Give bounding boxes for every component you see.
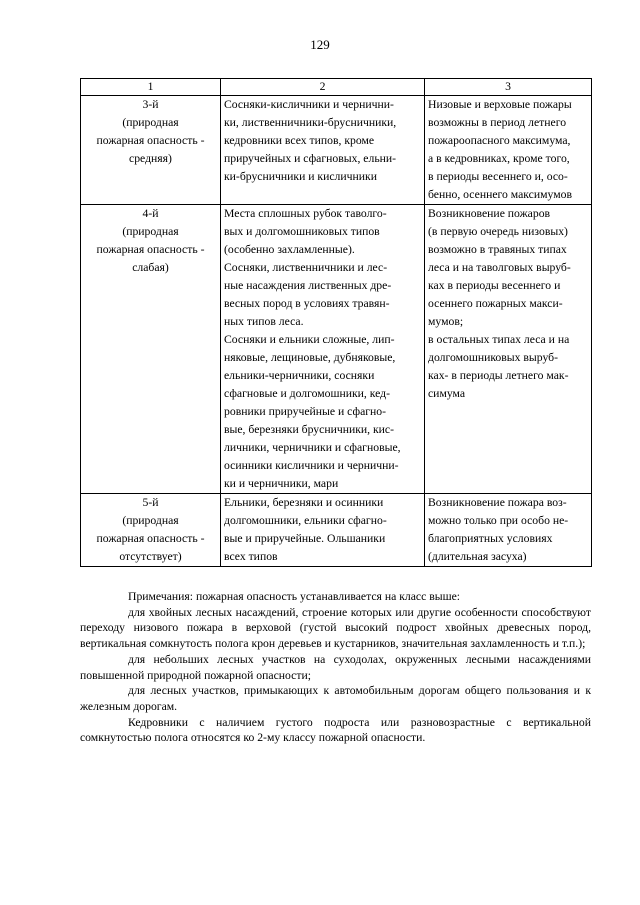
- cell-text-line: возможны в период летнего: [428, 116, 567, 129]
- cell-text-line: Возникновение пожара воз-: [428, 496, 567, 509]
- cell-text-line: пожарная опасность -: [96, 134, 205, 147]
- cell-text-line: (особенно захламленные).: [224, 243, 355, 256]
- cell-text-line: осеннего пожарных макси-: [428, 297, 563, 310]
- cell-text-line: отсутствует): [119, 550, 182, 563]
- cell-text-line: (природная: [122, 116, 179, 129]
- cell-text-line: можно только при особо не-: [428, 514, 569, 527]
- cell-text-line: вые, березняки брусничники, кис-: [224, 423, 395, 436]
- cell-text-line: (природная: [122, 514, 179, 527]
- cell-text-line: осинники кисличники и чернични-: [224, 459, 399, 472]
- table-row: [81, 96, 592, 205]
- table-body: [81, 96, 592, 567]
- column-header-3: 3: [425, 79, 592, 96]
- cell-text-line: ельники-черничники, сосняки: [224, 369, 375, 382]
- cell-text-line: кедровники всех типов, кроме: [224, 134, 375, 147]
- note-paragraph: для лесных участков, примыкающих к автомобильным дорогам общего пользования и к железным дорогам.: [80, 684, 591, 713]
- cell-text-line: сфагновые и долгомошники, кед-: [224, 387, 391, 400]
- cell-text-line: весных пород в условиях травян-: [224, 297, 390, 310]
- cell-text-line: 3-й: [142, 98, 159, 111]
- cell-text-line: вые и приручейные. Ольшаники: [224, 532, 386, 545]
- note-paragraph: Кедровники с наличием густого подроста или разновозрастные с вертикальной сомкнутостью полога относятся ко 2-му классу пожарной опасности.: [80, 715, 591, 745]
- cell-text-line: ки и черничники, мари: [224, 477, 339, 490]
- notes-section: [80, 589, 591, 746]
- cell-text-line: долгомошниковых выруб-: [428, 351, 558, 364]
- cell-text-line: Места сплошных рубок таволго-: [224, 207, 387, 220]
- cell-text-line: ных типов леса.: [224, 315, 304, 328]
- column-header-1: 1: [81, 79, 221, 96]
- class-cell: [81, 205, 221, 494]
- cell-text-line: ках в периоды весеннего и: [428, 279, 561, 292]
- cell-text-line: няковые, лещиновые, дубняковые,: [224, 351, 396, 364]
- cell-text-line: 5-й: [142, 496, 159, 509]
- cell-text-line: бенно, осеннего максимумов: [428, 188, 572, 201]
- cell-text-line: благоприятных условиях: [428, 532, 553, 545]
- cell-text-line: ные насаждения лиственных дре-: [224, 279, 392, 292]
- cell-text-line: (природная: [122, 225, 179, 238]
- cell-text-line: Сосняки и ельники сложные, лип-: [224, 333, 395, 346]
- cell-text-line: ки-брусничники и кисличники: [224, 170, 377, 183]
- cell-text-line: Низовые и верховые пожары: [428, 98, 572, 111]
- cell-text-line: (длительная засуха): [428, 550, 527, 563]
- cell-text-line: Сосняки, лиственничники и лес-: [224, 261, 388, 274]
- table-row: [81, 205, 592, 494]
- cell-text-line: слабая): [132, 261, 169, 274]
- note-paragraph: для небольших лесных участков на суходолах, окруженных лесными насаждениями повышенной природной пожарной опасности;: [80, 652, 591, 682]
- cell-text-line: средняя): [129, 152, 172, 165]
- class-cell: [81, 96, 221, 205]
- cell-text-line: в остальных типах леса и на: [428, 333, 570, 346]
- cell-text-line: 4-й: [142, 207, 159, 220]
- table-row: [81, 494, 592, 567]
- column-header-2: 2: [221, 79, 425, 96]
- cell-text-line: приручейных и сфагновых, ельни-: [224, 152, 397, 165]
- forest-types-cell: [221, 96, 425, 205]
- page-number: 129: [310, 37, 330, 52]
- cell-text-line: леса и на таволговых выруб-: [428, 261, 571, 274]
- cell-text-line: (в первую очередь низовых): [428, 225, 568, 238]
- cell-text-line: ках- в периоды летнего мак-: [428, 369, 569, 382]
- cell-text-line: ки, лиственничники-брусничники,: [224, 116, 397, 129]
- cell-text-line: пожарная опасность -: [96, 243, 205, 256]
- fire-conditions-cell: [425, 205, 592, 494]
- cell-text-line: долгомошники, ельники сфагно-: [224, 514, 387, 527]
- fire-conditions-cell: [425, 494, 592, 567]
- notes-heading: Примечания: пожарная опасность устанавливается на класс выше:: [128, 590, 461, 603]
- cell-text-line: вых и долгомошниковых типов: [224, 225, 380, 238]
- cell-text-line: личники, черничники и сфагновые,: [224, 441, 401, 454]
- cell-text-line: пожароопасного максимума,: [428, 134, 571, 147]
- cell-text-line: а в кедровниках, кроме того,: [428, 152, 570, 165]
- cell-text-line: пожарная опасность -: [96, 532, 205, 545]
- fire-danger-table: [80, 78, 592, 567]
- cell-text-line: возможно в травяных типах: [428, 243, 567, 256]
- fire-conditions-cell: [425, 96, 592, 205]
- cell-text-line: Сосняки-кисличники и чернични-: [224, 98, 394, 111]
- class-cell: [81, 494, 221, 567]
- cell-text-line: мумов;: [428, 315, 464, 328]
- cell-text-line: Ельники, березняки и осинники: [224, 496, 384, 509]
- note-paragraph: для хвойных лесных насаждений, строение которых или другие особенности способствуют переходу низового пожара в верховой (густой высокий подрост хвойных древесных пород, вертикальная сомкнутость полога крон деревьев и кустарников, значительная захламленность и т.п.);: [80, 605, 591, 651]
- forest-types-cell: [221, 494, 425, 567]
- cell-text-line: всех типов: [224, 550, 278, 563]
- forest-types-cell: [221, 205, 425, 494]
- cell-text-line: ровники приручейные и сфагно-: [224, 405, 387, 418]
- cell-text-line: в периоды весеннего и, осо-: [428, 170, 568, 183]
- table-header-row: [81, 79, 592, 96]
- cell-text-line: симума: [428, 387, 466, 400]
- cell-text-line: Возникновение пожаров: [428, 207, 551, 220]
